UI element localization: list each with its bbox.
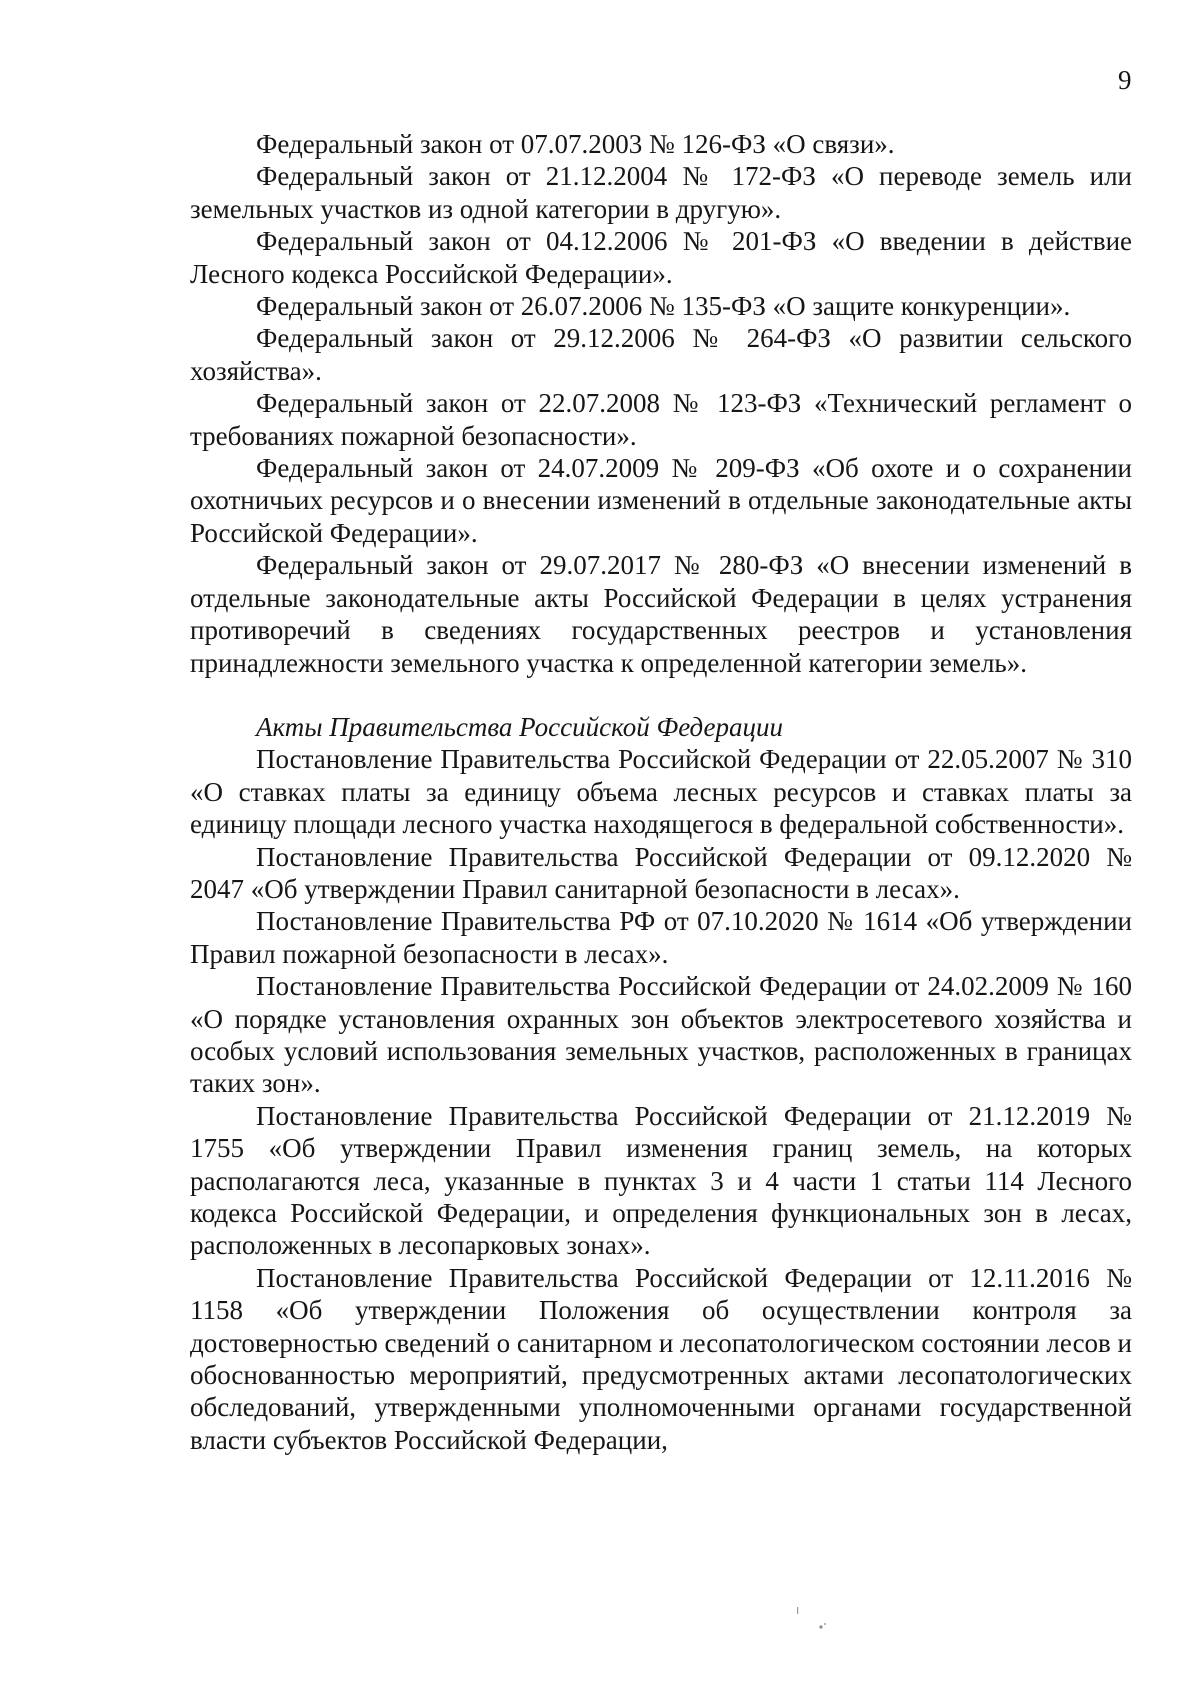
government-act-paragraph: Постановление Правительства Российской Федерации от 12.11.2016 № 1158 «Об утверждении Положения об осуществлении контроля за достоверностью сведений о санитарном и лесопатологическом состоянии лесов и обоснованностью мероприятий, предусмотренных актами лесопатологических обследований, утвержденными уполномоченными органами государственной власти субъектов Российской Федерации, (190, 1262, 1132, 1455)
government-act-paragraph: Постановление Правительства Российской Федерации от 22.05.2007 № 310 «О ставках платы за единицу объема лесных ресурсов и ставках платы за единицу площади лесного участка находящегося в федеральной собственности». (190, 744, 1132, 840)
document-body (190, 128, 1132, 1456)
federal-law-paragraph: Федеральный закон от 04.12.2006 № 201-ФЗ «О введении в действие Лесного кодекса Российской Федерации». (190, 226, 1132, 289)
federal-law-paragraph: Федеральный закон от 22.07.2008 № 123-ФЗ «Технический регламент о требованиях пожарной безопасности». (190, 388, 1132, 451)
page-number: 9 (1118, 65, 1132, 95)
government-act-paragraph: Постановление Правительства Российской Федерации от 24.02.2009 № 160 «О порядке установления охранных зон объектов электросетевого хозяйства и особых условий использования земельных участков, расположенных в границах таких зон». (190, 971, 1132, 1099)
federal-law-paragraph: Федеральный закон от 21.12.2004 № 172-ФЗ «О переводе земель или земельных участков из одной категории в другую». (190, 161, 1132, 224)
federal-law-paragraph: Федеральный закон от 26.07.2006 № 135-ФЗ «О защите конкуренции». (256, 291, 1071, 322)
federal-law-paragraph: Федеральный закон от 29.12.2006 № 264-ФЗ «О развитии сельского хозяйства». (190, 323, 1132, 386)
section-heading: Акты Правительства Российской Федерации (256, 711, 783, 742)
government-act-paragraph: Постановление Правительства Российской Федерации от 21.12.2019 № 1755 «Об утверждении Правил изменения границ земель, на которых располагаются леса, указанные в пунктах 3 и 4 части 1 статьи 114 Лесного кодекса Российской Федерации, и определения функциональных зон в лесах, расположенных в лесопарковых зонах». (190, 1100, 1132, 1261)
federal-law-paragraph: Федеральный закон от 29.07.2017 № 280-ФЗ «О внесении изменений в отдельные законодательные акты Российской Федерации в целях устранения противоречий в сведениях государственных реестров и установления принадлежности земельного участка к определенной категории земель». (190, 550, 1132, 678)
federal-law-paragraph: Федеральный закон от 24.07.2009 № 209-ФЗ «Об охоте и о сохранении охотничьих ресурсов и о внесении изменений в отдельные законодательные акты Российской Федерации». (190, 453, 1132, 548)
federal-law-paragraph: Федеральный закон от 07.07.2003 № 126-ФЗ «О связи». (256, 129, 895, 159)
government-act-paragraph: Постановление Правительства Российской Федерации от 09.12.2020 № 2047 «Об утверждении Правил санитарной безопасности в лесах». (190, 841, 1132, 904)
scan-specks (795, 1607, 835, 1631)
government-act-paragraph: Постановление Правительства РФ от 07.10.2020 № 1614 «Об утверждении Правил пожарной безопасности в лесах». (190, 906, 1132, 969)
